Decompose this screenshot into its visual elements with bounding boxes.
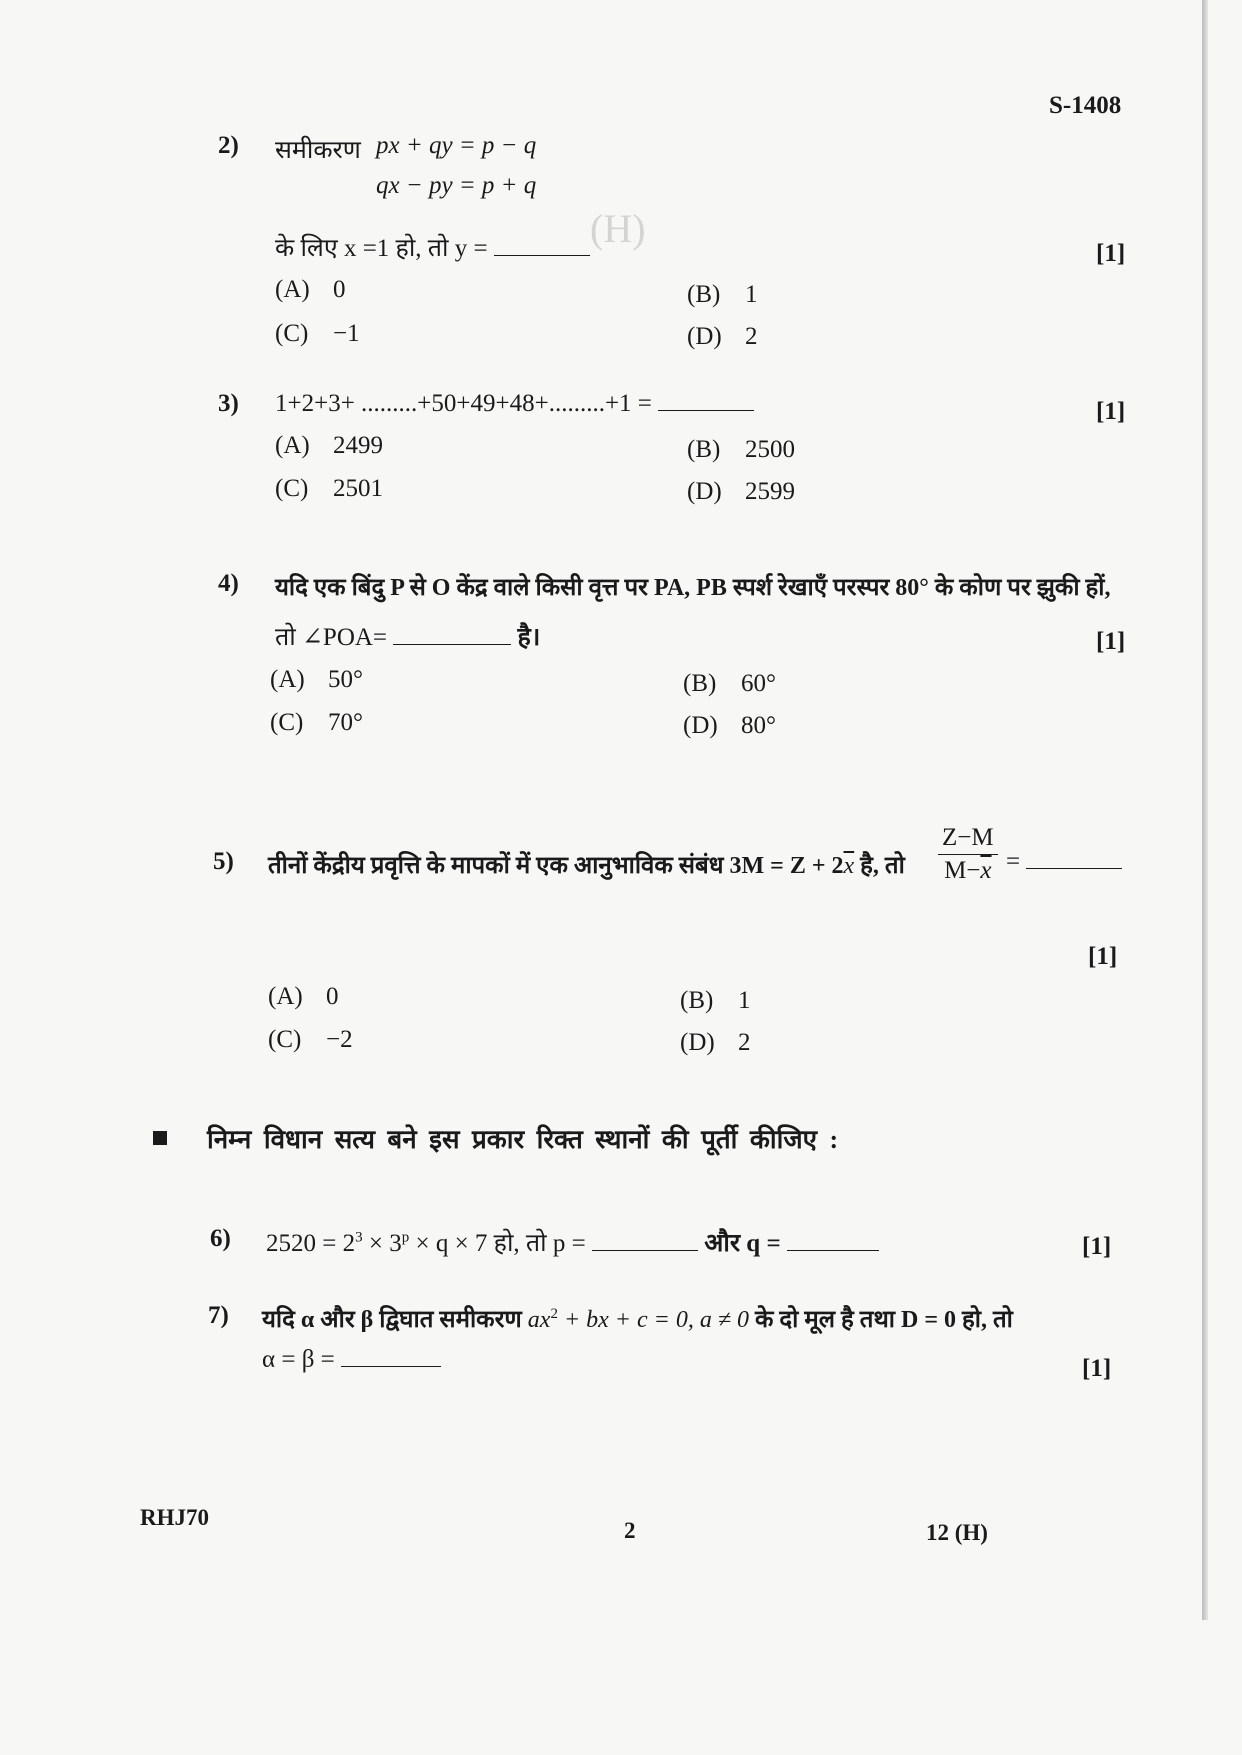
option-value: 2 (738, 1029, 751, 1056)
option-a (270, 666, 363, 694)
equals-sign: = (1006, 848, 1021, 875)
option-label: (D) (687, 323, 722, 350)
equals-blank (1006, 848, 1122, 876)
question-number: 4) (218, 570, 239, 597)
stem-text: यदि α और β द्विघात समीकरण (262, 1307, 528, 1333)
stem-text: है। (517, 624, 541, 651)
answer-blank[interactable] (494, 254, 590, 256)
option-d (680, 1029, 751, 1057)
question-ask (275, 230, 590, 264)
marks: [1] (1082, 1233, 1112, 1260)
option-value: 2499 (333, 432, 383, 459)
question-number: 2) (218, 132, 239, 159)
option-value: 70° (328, 709, 363, 736)
answer-blank-q[interactable] (787, 1249, 879, 1251)
footer-code: RHJ70 (140, 1505, 209, 1530)
exponent: p (401, 1229, 410, 1246)
x-bar: $\overline{x}$ (843, 853, 855, 879)
equation-term: ax (527, 1307, 551, 1333)
option-label: (C) (275, 320, 309, 347)
option-b (687, 436, 795, 464)
option-label: (B) (680, 987, 714, 1014)
page-number: 2 (624, 1518, 636, 1543)
stem-text: के दो मूल है तथा D = 0 हो, तो (749, 1307, 1013, 1333)
option-label: (A) (270, 666, 305, 693)
x-bar: $\overline{x}$ (980, 857, 992, 884)
option-c (275, 475, 383, 503)
answer-blank[interactable] (1026, 867, 1122, 869)
answer-blank[interactable] (393, 643, 511, 645)
answer-blank[interactable] (341, 1365, 441, 1367)
option-value: 1 (738, 987, 751, 1014)
equation-term: + bx + c = 0, a ≠ 0 (557, 1307, 749, 1333)
option-label: (B) (687, 281, 721, 308)
stem-text: 1+2+3+ .........+50+49+48+.........+1 = (275, 390, 652, 417)
option-label: (A) (275, 276, 310, 303)
option-d (683, 712, 776, 740)
option-value: 2501 (333, 475, 383, 502)
question-stem-prefix (275, 132, 361, 166)
ask-text: के लिए x =1 हो, तो y = (275, 235, 488, 262)
option-value: 0 (333, 276, 346, 303)
question-number: 6) (210, 1225, 231, 1252)
question-stem-line-1: यदि एक बिंदु P से O केंद्र वाले किसी वृत्त पर PA, PB स्पर्श रेखाएँ परस्पर 80° के कोण पर झुकी हों, (275, 575, 1111, 601)
option-label: (A) (275, 432, 310, 459)
option-b (687, 281, 758, 309)
option-label: (D) (687, 478, 722, 505)
page-edge-shadow (1202, 0, 1208, 1620)
option-label: (A) (268, 983, 303, 1010)
option-d (687, 478, 795, 506)
option-value: 0 (326, 983, 339, 1010)
equation-2: qx − py = p + q (376, 172, 537, 199)
option-a (275, 276, 346, 304)
marks: [1] (1096, 240, 1126, 267)
paper-code: S-1408 (1049, 92, 1122, 119)
answer-blank-p[interactable] (592, 1249, 698, 1251)
option-a (268, 983, 339, 1011)
option-label: (D) (680, 1029, 715, 1056)
option-value: 60° (741, 670, 776, 697)
option-b (683, 670, 776, 698)
stem-text: × 3 (362, 1230, 402, 1257)
option-label: (C) (270, 709, 304, 736)
equation-1: px + qy = p − q (376, 132, 537, 159)
marks: [1] (1096, 628, 1126, 655)
option-c (270, 709, 363, 737)
option-b (680, 987, 751, 1015)
question-number: 7) (208, 1302, 229, 1329)
option-label: (C) (268, 1026, 302, 1053)
option-value: 2500 (745, 436, 795, 463)
bleed-through-mark: (H) (590, 206, 646, 251)
stem-text: α = β = (262, 1346, 335, 1373)
option-value: 2599 (745, 478, 795, 505)
fraction-denominator (940, 855, 995, 887)
stem-text: × q × 7 हो, तो p = (409, 1230, 586, 1257)
option-label: (B) (687, 436, 721, 463)
option-value: −2 (326, 1026, 353, 1053)
question-number: 3) (218, 390, 239, 417)
fraction (938, 822, 998, 887)
question-stem (266, 1225, 879, 1259)
stem-text: 2520 = 2 (266, 1230, 356, 1257)
stem-text: तो ∠POA= (275, 624, 388, 651)
stem-text: तीनों केंद्रीय प्रवृत्ति के मापकों में एक आनुभाविक संबंध 3M = Z + 2 (268, 853, 844, 879)
option-a (275, 432, 383, 460)
exponent: 2 (550, 1306, 558, 1322)
answer-blank[interactable] (658, 409, 754, 411)
question-stem-line-2 (275, 619, 540, 653)
option-value: 50° (328, 666, 363, 693)
stem-text: है, तो (854, 853, 905, 879)
option-label: (D) (683, 712, 718, 739)
option-value: 1 (745, 281, 758, 308)
option-d (687, 323, 758, 351)
option-value: 80° (741, 712, 776, 739)
option-value: −1 (333, 320, 360, 347)
question-stem-line-1 (262, 1302, 1013, 1335)
stem-text: और q = (704, 1230, 781, 1257)
exponent: 3 (355, 1229, 363, 1246)
option-c (275, 320, 360, 348)
fraction-numerator: Z−M (938, 822, 998, 855)
footer-set: 12 (H) (926, 1520, 988, 1545)
section-instruction: निम्न विधान सत्य बने इस प्रकार रिक्त स्थानों की पूर्ती कीजिए : (207, 1125, 839, 1154)
question-stem-line-2 (262, 1346, 441, 1374)
marks: [1] (1088, 943, 1118, 970)
option-c (268, 1026, 353, 1054)
question-number: 5) (213, 848, 234, 875)
option-value: 2 (745, 323, 758, 350)
den-text: M− (944, 857, 981, 884)
bullet-icon (153, 1131, 167, 1145)
option-label: (C) (275, 475, 309, 502)
stem-word: समीकरण (275, 137, 361, 164)
option-label: (B) (683, 670, 717, 697)
question-stem (268, 848, 905, 881)
marks: [1] (1082, 1355, 1112, 1382)
marks: [1] (1096, 398, 1126, 425)
question-stem (275, 390, 754, 418)
